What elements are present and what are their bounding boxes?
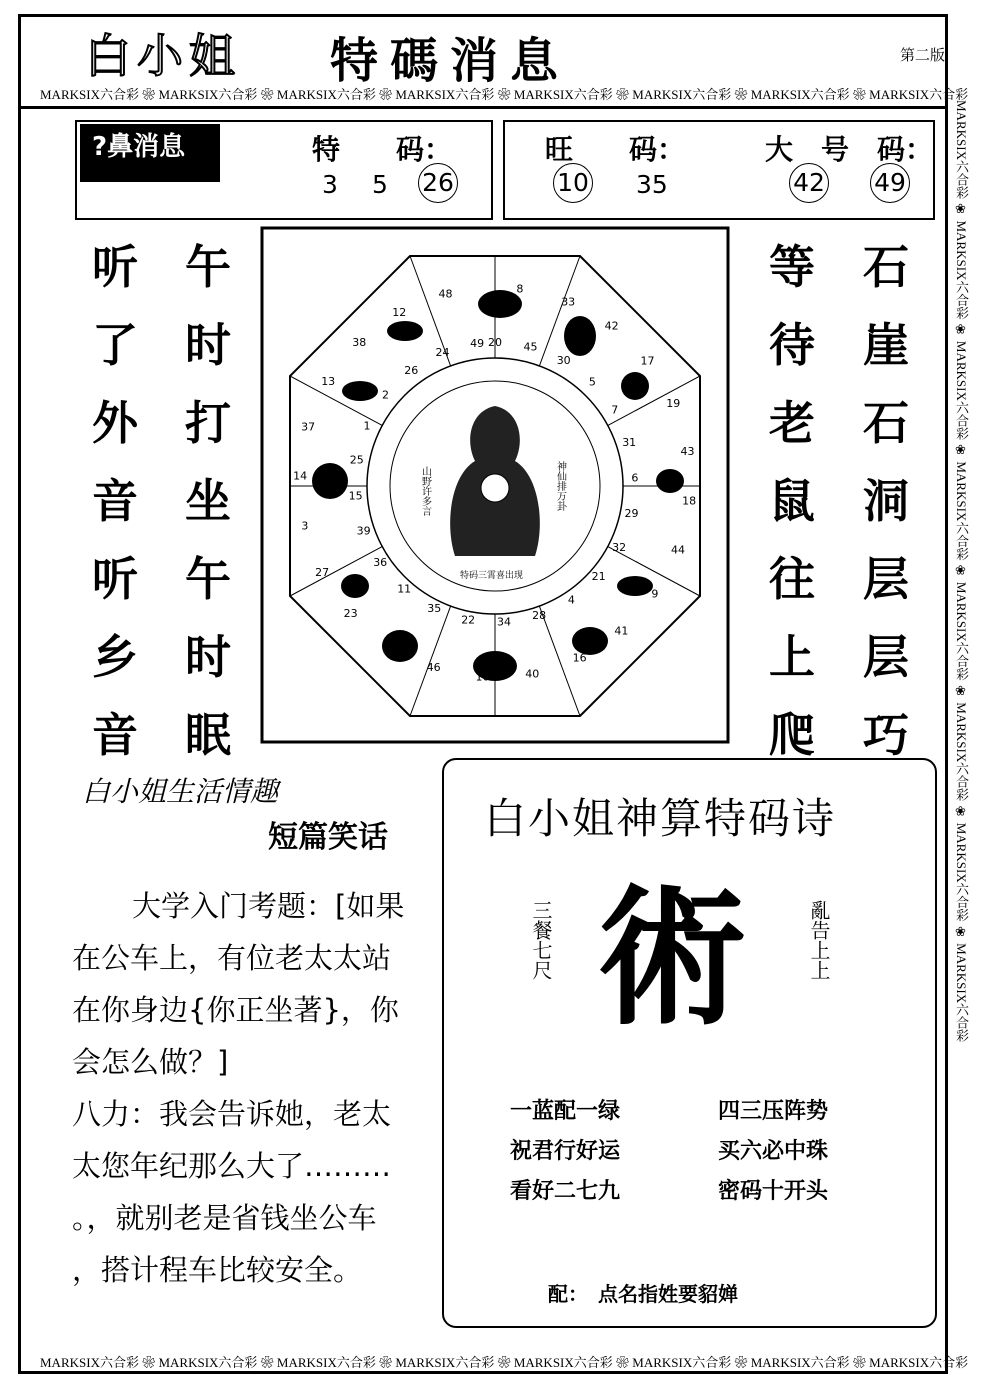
wang-code-label: 旺 码： <box>545 133 686 166</box>
wheel-number: 28 <box>532 608 547 622</box>
wheel-number: 34 <box>497 615 511 629</box>
big-number-circled: 42 <box>789 163 829 203</box>
wheel-number: 7 <box>611 403 619 417</box>
verse-char: 层 <box>863 630 909 684</box>
wheel-number: 29 <box>624 507 639 521</box>
tiger-icon <box>564 316 596 356</box>
wheel-number: 23 <box>343 607 358 621</box>
page-title: 特碼消息 <box>330 33 571 89</box>
poem-verse: 买六必中珠 <box>718 1139 829 1164</box>
big-number-circled: 49 <box>870 163 910 203</box>
verse-char: 待 <box>769 318 815 372</box>
wheel-number: 45 <box>523 340 538 354</box>
rooster-icon <box>341 574 369 598</box>
wheel-number: 44 <box>671 543 685 557</box>
story-line: ，搭计程车比较安全。 <box>72 1253 363 1287</box>
wheel-number: 27 <box>315 566 330 580</box>
verse-char: 坐 <box>185 474 231 528</box>
left-verse-col2 <box>178 228 238 774</box>
verse-char: 老 <box>769 396 815 450</box>
verse-char: 往 <box>769 552 815 606</box>
wheel-number: 48 <box>438 287 453 301</box>
verse-char: 石 <box>863 396 909 450</box>
wheel-center-bottom: 特码三霄喜出现 <box>460 571 524 581</box>
verse-char: 了 <box>92 318 138 372</box>
wheel-number: 49 <box>470 337 485 351</box>
left-verse-col1 <box>85 228 145 774</box>
right-verse-col1 <box>762 228 822 774</box>
verse-char: 鼠 <box>769 474 815 528</box>
verse-char: 听 <box>92 240 138 294</box>
wheel-number: 4 <box>567 593 575 607</box>
wheel-center-right: 神仙排万卦 <box>554 461 566 511</box>
verse-char: 时 <box>185 318 231 372</box>
wang-number-circled: 10 <box>553 163 593 203</box>
right-verse-col2 <box>856 228 916 774</box>
verse-char: 洞 <box>863 474 909 528</box>
marksix-strip-top: MARKSIX六合彩 ❀ MARKSIX六合彩 ❀ MARKSIX六合彩 ❀ MARKSIX六合彩 ❀ MARKSIX六合彩 ❀ MARKSIX六合彩 ❀ MARKSIX六合彩 ❀ MARKSIX六合彩 <box>40 87 969 102</box>
wheel-number: 24 <box>435 346 450 360</box>
poem-title: 白小姐神算特码诗 <box>484 794 837 843</box>
wheel-number: 20 <box>488 336 502 349</box>
verse-char: 音 <box>92 474 138 528</box>
wheel-number: 41 <box>614 624 629 638</box>
wheel-number: 47 <box>381 639 396 653</box>
wheel-number: 12 <box>392 306 407 320</box>
poem-verse: 祝君行好运 <box>510 1139 621 1164</box>
wheel-number: 30 <box>556 354 571 367</box>
wheel-number: 32 <box>612 540 627 554</box>
wheel-number: 5 <box>588 375 596 389</box>
verse-char: 眠 <box>185 708 231 762</box>
verse-char: 外 <box>92 396 138 450</box>
wheel-number: 6 <box>631 471 639 485</box>
wheel-number: 14 <box>293 469 308 483</box>
verse-char: 音 <box>92 708 138 762</box>
special-code-label: 特 码： <box>312 133 453 166</box>
wheel-number: 18 <box>682 494 697 508</box>
brand-logo: 白小姐 <box>85 29 241 83</box>
story-line: 。，就别老是省钱坐公车 <box>72 1201 377 1235</box>
wheel-number: 11 <box>397 582 412 596</box>
wheel-number: 17 <box>640 354 655 368</box>
header-divider <box>20 106 946 109</box>
verse-char: 等 <box>769 240 815 294</box>
wheel-number: 22 <box>461 613 476 627</box>
verse-char: 石 <box>863 240 909 294</box>
verse-char: 层 <box>863 552 909 606</box>
story-line: 太您年纪那么大了……… <box>72 1149 392 1183</box>
wheel-number: 42 <box>604 319 619 333</box>
rat-icon <box>387 321 423 341</box>
verse-char: 打 <box>185 396 231 450</box>
poem-verse: 四三压阵势 <box>718 1099 829 1124</box>
verse-char: 午 <box>185 240 231 294</box>
wheel-number: 15 <box>348 489 363 503</box>
wheel-number: 37 <box>301 420 316 434</box>
wheel-number: 10 <box>475 670 490 684</box>
wheel-number: 8 <box>516 282 524 296</box>
story-line: 在公车上，有位老太太站 <box>72 941 392 975</box>
riddle-left-text: 三餐七尺 <box>529 900 553 980</box>
wheel-number: 3 <box>301 519 309 533</box>
pairing-line: 配： 点名指姓要貂婵 <box>548 1282 738 1306</box>
verses-right <box>718 1092 828 1212</box>
story-line: 大学入门考题：[如果 <box>132 889 405 923</box>
riddle-character: 術 <box>597 870 748 1046</box>
verses-left <box>510 1092 620 1212</box>
rabbit-icon <box>621 372 649 400</box>
wheel-number: 33 <box>561 295 576 309</box>
marksix-strip-bottom: MARKSIX六合彩 ❀ MARKSIX六合彩 ❀ MARKSIX六合彩 ❀ MARKSIX六合彩 ❀ MARKSIX六合彩 ❀ MARKSIX六合彩 ❀ MARKSIX六合彩 ❀ MARKSIX六合彩 <box>40 1355 969 1370</box>
big-code-label: 大 号 码： <box>765 133 934 166</box>
story-line: 八力：我会告诉她，老太 <box>72 1097 392 1131</box>
poem-verse: 看好二七九 <box>510 1179 621 1204</box>
wheel-number: 9 <box>651 587 659 601</box>
wheel-number: 16 <box>572 651 587 665</box>
wheel-number: 31 <box>622 436 637 450</box>
marksix-strip-right: MARKSIX六合彩 ❀ MARKSIX六合彩 ❀ MARKSIX六合彩 ❀ MARKSIX六合彩 ❀ MARKSIX六合彩 ❀ MARKSIX六合彩 ❀ MARKSIX六合彩 ❀ MARKSIX六合彩 <box>954 100 969 1043</box>
wheel-number: 26 <box>404 363 419 377</box>
special-number: 5 <box>372 170 388 199</box>
verse-char: 时 <box>185 630 231 684</box>
wheel-number: 25 <box>349 453 364 467</box>
humor-section-title: 白小姐生活情趣 <box>82 775 279 808</box>
wang-number: 35 <box>636 170 668 199</box>
wheel-number: 21 <box>591 570 606 584</box>
wheel-number: 1 <box>363 419 371 433</box>
riddle-right-text: 亂告上上 <box>807 900 831 980</box>
wheel-number: 40 <box>525 667 540 681</box>
edition-label: 第二版 <box>900 46 946 64</box>
verse-char: 爬 <box>769 708 815 762</box>
poem-verse: 一蓝配一绿 <box>510 1099 621 1124</box>
yin-yang-icon <box>481 474 509 502</box>
story-line: 在你身边{你正坐著}，你 <box>72 993 399 1027</box>
humor-subtitle: 短篇笑话 <box>268 820 388 855</box>
verse-char: 乡 <box>92 630 138 684</box>
snake-icon <box>617 576 653 596</box>
wheel-center-left: 山野许多言 <box>419 466 431 516</box>
verse-char: 听 <box>92 552 138 606</box>
news-label: ?鼻消息 <box>92 132 186 162</box>
pig-icon <box>342 381 378 401</box>
wheel-number: 39 <box>356 524 371 538</box>
wheel-number: 19 <box>666 397 681 411</box>
poem-verse: 密码十开头 <box>718 1179 829 1204</box>
verse-char: 午 <box>185 552 231 606</box>
dragon-icon <box>656 469 684 493</box>
ox-icon <box>478 290 522 318</box>
zodiac-wheel <box>260 226 730 746</box>
special-number-circled: 26 <box>418 163 458 203</box>
wheel-number: 35 <box>427 602 442 616</box>
story-line: 会怎么做？] <box>72 1045 229 1079</box>
verse-char: 上 <box>769 630 815 684</box>
wheel-number: 46 <box>426 661 441 675</box>
wheel-number: 2 <box>382 388 389 402</box>
special-number: 3 <box>322 170 338 199</box>
wheel-number: 38 <box>352 335 367 349</box>
joke-story <box>72 880 442 1296</box>
wheel-number: 36 <box>373 556 388 570</box>
wheel-number: 13 <box>321 374 336 388</box>
verse-char: 巧 <box>863 708 909 762</box>
verse-char: 崖 <box>863 318 909 372</box>
dog-icon <box>312 463 348 499</box>
wheel-number: 43 <box>680 444 695 458</box>
